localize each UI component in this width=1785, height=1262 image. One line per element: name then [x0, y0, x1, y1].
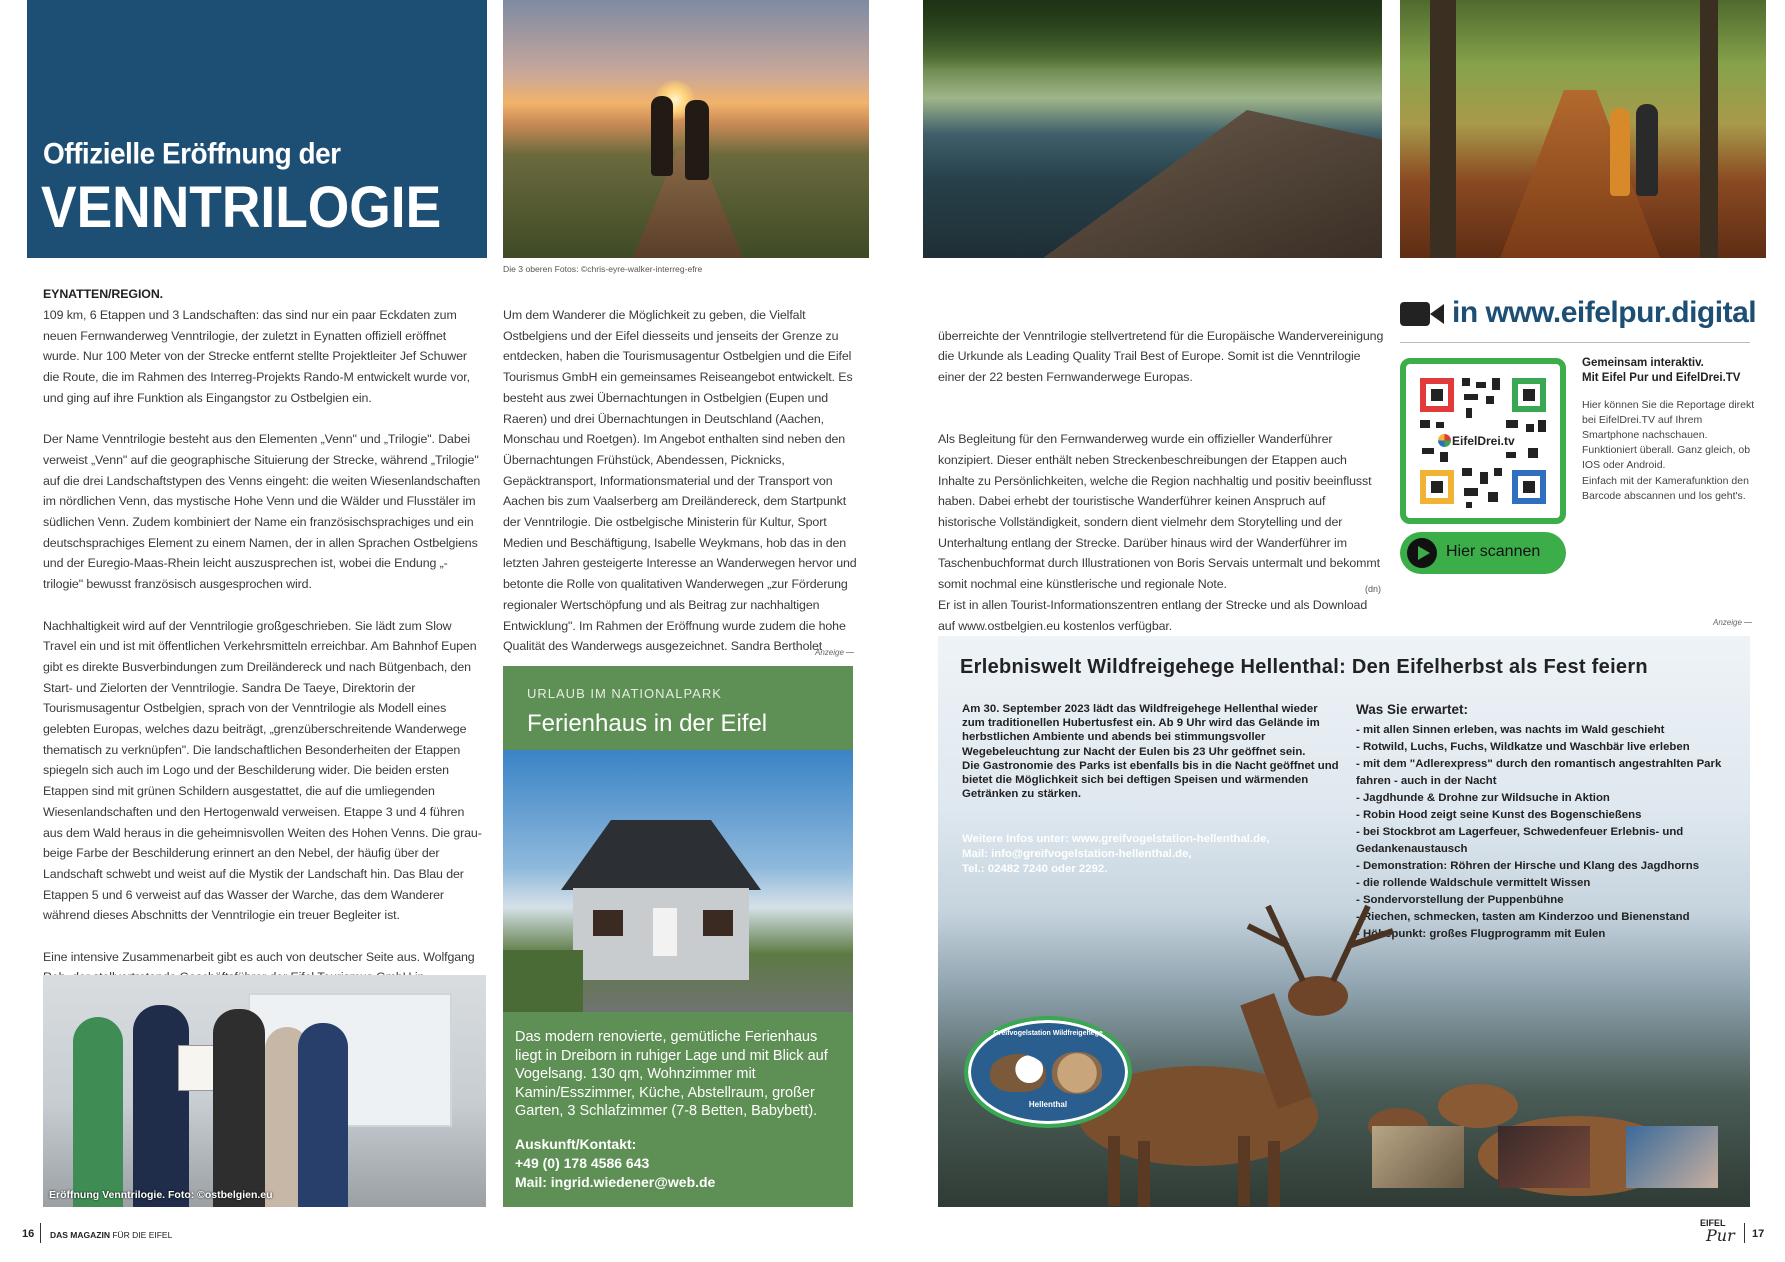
eifelpur-logo-top: EIFEL	[1700, 1218, 1726, 1228]
ad-info-web: Weitere Infos unter: www.greifvogelstation-hellenthal.de,	[962, 833, 1270, 845]
photo-caption: Eröffnung Venntrilogie. Foto: ©ostbelgien.eu	[49, 1189, 273, 1201]
ad-hellenthal-title: Erlebniswelt Wildfreigehege Hellenthal: Den Eifelherbst als Fest feiern	[960, 656, 1648, 678]
paragraph: Als Begleitung für den Fernwanderweg wurde ein offizieller Wanderführer konzipiert. Dieser enthält neben Streckenbeschreibungen der Etappen auch Inhalte zu Persönlichkeiten, welche die Region nachhaltig und positiv beeinflusst haben. Dabei erhebt der touristische Wanderführer keinen Anspruch auf historische Vollständigkeit, sondern dient vielmehr dem Storytelling und der Unterhaltung entlang der Strecke. Darüber hinaus wird der Wanderführer im Taschenbuchformat durch Illustrationen von Boris Servais untermalt und bekommt somit nochmal eine künstlerische und regionale Note. Er ist in allen Tourist-Informationszentren entlang der Strecke und als Download auf www.ostbelgien.eu kostenlos verfügbar.	[938, 432, 1380, 633]
photo-sunset-hikers	[503, 0, 869, 258]
ad-info-mail: Mail: info@greifvogelstation-hellenthal.de,	[962, 848, 1192, 860]
seal-text-bottom: Hellenthal	[1028, 1100, 1068, 1109]
ad-description: Das modern renovierte, gemütliche Ferienhaus liegt in Dreiborn in ruhiger Lage und mit Blick auf Vogelsang. 130 qm, Wohnzimmer mit Kamin/Esszimmer, Küche, Abstellraum, großer Garten, 3 Schlafzimmer (7-8 Betten, Babybett).	[515, 1029, 828, 1119]
video-camera-icon	[1400, 300, 1444, 328]
qr-brand-label: EifelDrei.tv	[1452, 434, 1515, 448]
page-number-right: 17	[1752, 1228, 1765, 1240]
title-block	[27, 0, 487, 258]
page-title: VENNTRILOGIE	[41, 175, 442, 240]
list-item: - Demonstration: Röhren der Hirsche und Klang des Jagdhorns	[1356, 860, 1700, 872]
play-icon	[1407, 538, 1437, 568]
photo-forest-path	[1400, 0, 1766, 258]
thumb-owl	[1372, 1126, 1464, 1188]
paragraph: Um dem Wanderer die Möglichkeit zu geben, die Vielfalt Ostbelgiens und der Eifel diesseits und jenseits der Grenze zu entdecken, haben die Tourismusagentur Ostbelgien und die Eifel Tourismus GmbH ein gemeinsames Reiseangebot entwickelt. Es besteht aus zwei Übernachtungen in Ostbelgien (Eupen und Raeren) und drei Übernachtungen in Deutschland (Aachen, Monschau und Roetgen). Im Angebot enthalten sind neben den Übernachtungen Frühstück, Abendessen, Picknicks, Gepäcktransport, Informationsmaterial und der Transport von Aachen bis zum Vaalserberg am Dreiländereck, dem Startpunkt der Venntrilogie. Die ostbelgische Ministerin für Kultur, Sport Medien und Beschäftigung, Isabelle Weykmans, hob das in den letzten Jahren gesteigerte Interesse an Wanderwegen hervor und betonte die Rolle von qualitativen Wanderwegen „zur Förderung regionaler Wertschöpfung und als Beitrag zur nachhaltigen Entwicklung". Im Rahmen der Eröffnung wurde zudem die hohe Qualität des Wanderwegs ausgezeichnet. Sandra Bertholet	[503, 308, 857, 654]
photo-credit: Die 3 oberen Fotos: ©chris-eyre-walker-interreg-efre	[503, 264, 703, 274]
ad-mail: Mail: ingrid.wiedener@web.de	[515, 1174, 716, 1190]
list-item: - bei Stockbrot am Lagerfeuer, Schwedenfeuer Erlebnis- und Gedankenaustausch	[1356, 826, 1684, 855]
article-column-1	[43, 305, 483, 1050]
list-item: - Rotwild, Luchs, Fuchs, Wildkatze und Waschbär live erleben	[1356, 741, 1690, 753]
interactive-text-1: Hier können Sie die Reportage direkt bei EifelDrei.TV auf Ihrem Smartphone nachschauen. Funktioniert überall. Ganz gleich, ob IOS oder Android.	[1582, 399, 1755, 471]
interactive-text-2: Einfach mit der Kamerafunktion den Barcode abscannen und los geht's.	[1582, 475, 1749, 502]
photo-opening-ceremony	[43, 975, 486, 1207]
paragraph: Der Name Venntrilogie besteht aus den Elementen „Venn" und „Trilogie". Dabei verweist „Venn" auf die geographische Situierung der Strecke, während „Trilogie" auf die drei Landschaftstypen des Venns eingeht: die weiten Wiesenlandschaften im nördlichen Venn, das mystische Hohe Venn und die Wälder und Flusstäler im südlichen Venn. Zudem kombiniert der Name ein französischsprachiges und ein deutschsprachiges Element zu einem Namen, der in allen Sprachen Ostbelgiens und der Euregio-Maas-Rhein leicht auszusprechen ist, wobei die Endung „-trilogie" bewusst französisch ausgesprochen wird.	[43, 432, 481, 592]
paragraph: 109 km, 6 Etappen und 3 Landschaften: das sind nur ein paar Eckdaten zum neuen Fernwanderweg Venntrilogie, der zuletzt in Eynatten offiziell eröffnet wurde. Nur 100 Meter von der Strecke entfernt stellte Projektleiter Jef Schuwer die Route, die im Rahmen des Interreg-Projekts Rando-M entwickelt wurde vor, und ging auf ihre Funktion als Eingangstor zu Ostbelgien ein.	[43, 308, 470, 405]
ad-house-photo	[503, 750, 853, 1012]
scan-button-label: Hier scannen	[1446, 543, 1541, 560]
ad-expect-title: Was Sie erwartet:	[1356, 702, 1469, 717]
list-item: - Sondervorstellung der Puppenbühne	[1356, 894, 1564, 906]
ad-title: Ferienhaus in der Eifel	[527, 710, 768, 737]
ad-label: Anzeige	[815, 648, 844, 657]
ad-intro-1: Am 30. September 2023 lädt das Wildfreigehege Hellenthal wieder zum traditionellen Hubertusfest ein. Ab 9 Uhr wird das Gelände im herbstlichen Ambiente und abends bei stimmungsvoller Wegebeleuchtung zur Nacht der Eulen bis 23 Uhr geöffnet sein.	[962, 703, 1320, 758]
ad-contact-label: Auskunft/Kontakt:	[515, 1136, 637, 1152]
thumb-deer-night	[1498, 1126, 1590, 1188]
interactive-heading-line2: Mit Eifel Pur und EifelDrei.TV	[1582, 372, 1741, 384]
paragraph: Eine intensive Zusammenarbeit gibt es auch von deutscher Seite aus. Wolfgang	[43, 949, 475, 964]
interactive-heading-line1: Gemeinsam interaktiv.	[1582, 357, 1704, 369]
eifelpur-url-link[interactable]: in www.eifelpur.digital	[1452, 296, 1757, 329]
ad-hellenthal-contact	[962, 832, 1342, 877]
magazine-name-rest: FÜR DIE EIFEL	[109, 1230, 173, 1240]
magazine-name	[50, 1230, 172, 1240]
page-number-left: 16	[22, 1228, 35, 1240]
interactive-heading	[1582, 356, 1762, 386]
thumb-crowd	[1626, 1126, 1718, 1188]
list-item: - mit allen Sinnen erleben, was nachts im Wald geschieht	[1356, 724, 1665, 736]
author-tag: (dn)	[1365, 584, 1382, 594]
photo-lake-shore	[923, 0, 1382, 258]
eifelpur-logo-bottom: Pur	[1706, 1226, 1735, 1245]
eifelpur-logo	[1700, 1218, 1740, 1248]
ad-hellenthal-intro	[962, 702, 1342, 801]
seal-text-top: Greifvogelstation Wildfreigehege	[993, 1030, 1103, 1037]
lynx-icon	[1052, 1052, 1102, 1094]
magazine-name-bold: DAS MAGAZIN	[50, 1230, 110, 1240]
ad-label: Anzeige	[1713, 618, 1742, 627]
eagle-icon	[990, 1054, 1046, 1092]
divider	[1400, 342, 1750, 343]
ad-phone: +49 (0) 178 4586 643	[515, 1155, 650, 1171]
ad-ferienhaus	[503, 666, 853, 1207]
article-column-3	[938, 305, 1386, 657]
ad-info-tel: Tel.: 02482 7240 oder 2292.	[962, 863, 1108, 875]
list-item: - mit dem "Adlerexpress" durch den romantisch angestrahlten Park fahren - auch in der Nacht	[1356, 758, 1722, 787]
article-dateline: EYNATTEN/REGION.	[43, 287, 164, 301]
ad-kicker: URLAUB IM NATIONALPARK	[527, 686, 722, 701]
greifvogelstation-seal	[964, 1016, 1132, 1128]
list-item: - Riechen, schmecken, tasten am Kinderzoo und Bienenstand	[1356, 911, 1690, 923]
paragraph: Nachhaltigkeit wird auf der Venntrilogie großgeschrieben. Sie lädt zum Slow Travel ein und ist mit öffentlichen Verkehrsmitteln erreichbar. Am Bahnhof Eupen gibt es direkte Busverbindungen zum Dreiländereck und nach Bütgenbach, den Start- und Zielorten der Venntrilogie. Sandra De Taeye, Direktorin der Tourismusagentur Ostbelgien, sprach von der Venntrilogie als Modell eines gelebten Europas, welches dazu beiträgt, „grenzüberschreitende Wanderwege thematisch zu verknüpfen". Die landschaftlichen Besonderheiten der Etappen spiegeln sich auch im Logo und der Beschilderung wider. Die beiden ersten Etappen sind mit grünen Schildern ausgestattet, die auf die umliegenden Wiesenlandschaften und den Hertogenwald verweisen. Etappe 3 und 4 führen aus dem Wald heraus in die geheimnisvollen Weiten des Hohen Venns. Die grau-beige Farbe der Beschilderung erinnert an den Nebel, der häufig über der Landschaft schwebt und weist auf die Mystik der Landschaft hin. Das Blau der Etappen 5 und 6 verweist auf das Wasser der Warche, das dem Wanderer während dieses Abschnitts der Venntrilogie ein treuer Begleiter ist.	[43, 618, 482, 923]
qr-code-box[interactable]	[1400, 358, 1566, 524]
scan-button[interactable]	[1400, 532, 1566, 574]
list-item: - Jagdhunde & Drohne zur Wildsuche in Aktion	[1356, 792, 1610, 804]
title-kicker: Offizielle Eröffnung der	[43, 137, 341, 170]
paragraph: überreichte der Venntrilogie stellvertretend für die Europäische Wandervereinigung die Urkunde als Leading Quality Trail Best of Europe. Somit ist die Venntrilogie einer der 22 besten Fernwanderwege Europas.	[938, 328, 1384, 385]
ad-hellenthal	[938, 636, 1750, 1207]
list-item: - Robin Hood zeigt seine Kunst des Bogenschießens	[1356, 809, 1642, 821]
list-item: - die rollende Waldschule vermittelt Wissen	[1356, 877, 1591, 889]
article-column-2	[503, 305, 865, 678]
ad-intro-2: Die Gastronomie des Parks ist ebenfalls bis in die Nacht geöffnet und bietet die Möglichkeit sich bei deftigen Speisen und wärmenden Getränken zu stärken.	[962, 759, 1339, 801]
list-item: - Höhepunkt: großes Flugprogramm mit Eulen	[1356, 928, 1606, 940]
eifeldrei-logo-icon	[1438, 434, 1451, 447]
